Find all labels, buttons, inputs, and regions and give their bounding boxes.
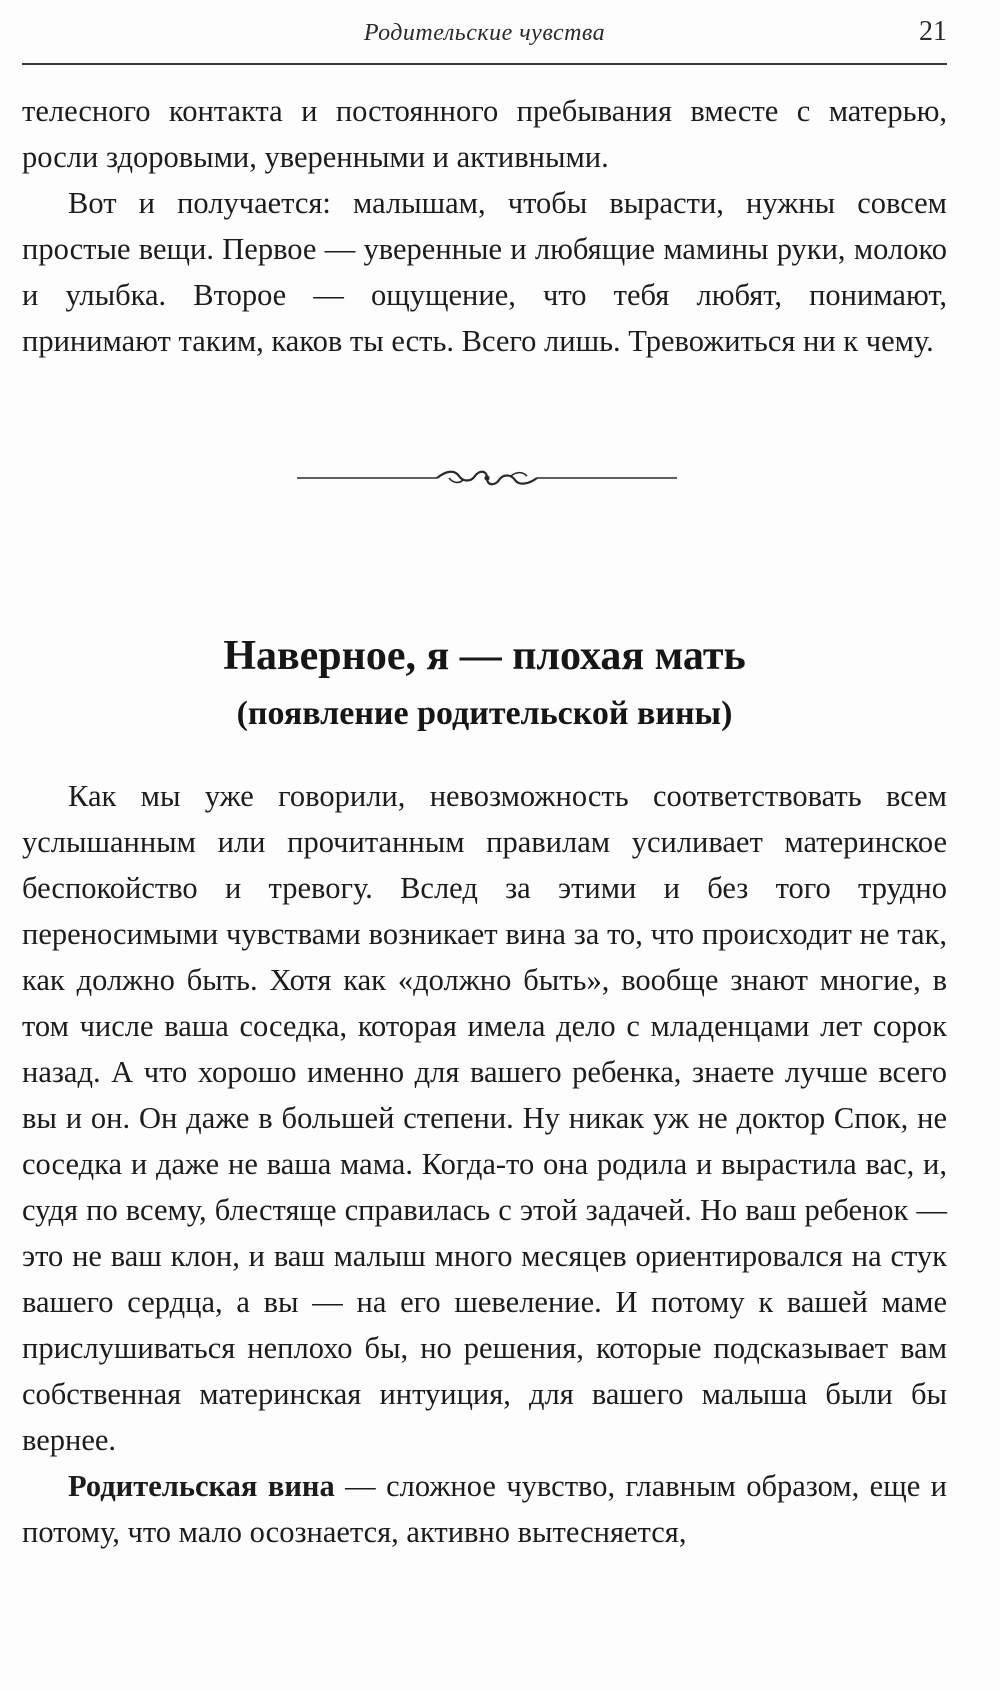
intro-text bbox=[22, 88, 947, 364]
page-number: 21 bbox=[919, 16, 947, 47]
chapter-text bbox=[22, 773, 947, 1555]
ornament-flourish-icon bbox=[297, 466, 677, 490]
header-rule bbox=[22, 63, 947, 65]
running-header bbox=[22, 14, 947, 54]
chapter-paragraph-2-text: — сложное чувство, главным образом, еще и потому, что мало осознается, активно вытесняется, bbox=[22, 1469, 947, 1549]
chapter-paragraph-1: Как мы уже говорили, невозможность соответствовать всем услышанным или прочитанным правилам усиливает материнское беспокойство и тревогу. Вслед за этими и без того трудно переносимыми чувствами возникает вина за то, что происходит не так, как должно быть. Хотя как «должно быть», вообще знают многие, в том числе ваша соседка, которая имела дело с младенцами лет сорок назад. А что хорошо именно для вашего ребенка, знаете лучше всего вы и он. Он даже в большей степени. Ну никак уж не доктор Спок, не соседка и даже не ваша мама. Когда-то она родила и вырастила вас, и, судя по всему, блестяще справилась с этой задачей. Но ваш ребенок — это не ваш клон, и ваш малыш много месяцев ориентировался на стук вашего сердца, а вы — на его шевеление. И потому к вашей маме прислушиваться неплохо бы, но решения, которые подсказывает вам собственная материнская интуиция, для вашего малыша были бы вернее. bbox=[22, 779, 947, 1457]
chapter-subtitle: (появление родительской вины) bbox=[236, 695, 733, 732]
intro-paragraph-2: Вот и получается: малышам, чтобы вырасти, нужны совсем простые вещи. Первое — уверенные и любящие мамины руки, молоко и улыбка. Второе — ощущение, что тебя любят, понимают, принимают таким, каков ты есть. Всего лишь. Тревожиться ни к чему. bbox=[22, 186, 947, 358]
running-title: Родительские чувства bbox=[363, 20, 606, 46]
chapter-paragraph-2 bbox=[22, 1463, 947, 1555]
chapter-title: Наверное, я — плохая мать bbox=[223, 633, 746, 679]
bold-term: Родительская вина bbox=[68, 1469, 335, 1503]
intro-paragraph-1: телесного контакта и постоянного пребывания вместе с матерью, росли здоровыми, уверенными и активными. bbox=[22, 94, 947, 174]
